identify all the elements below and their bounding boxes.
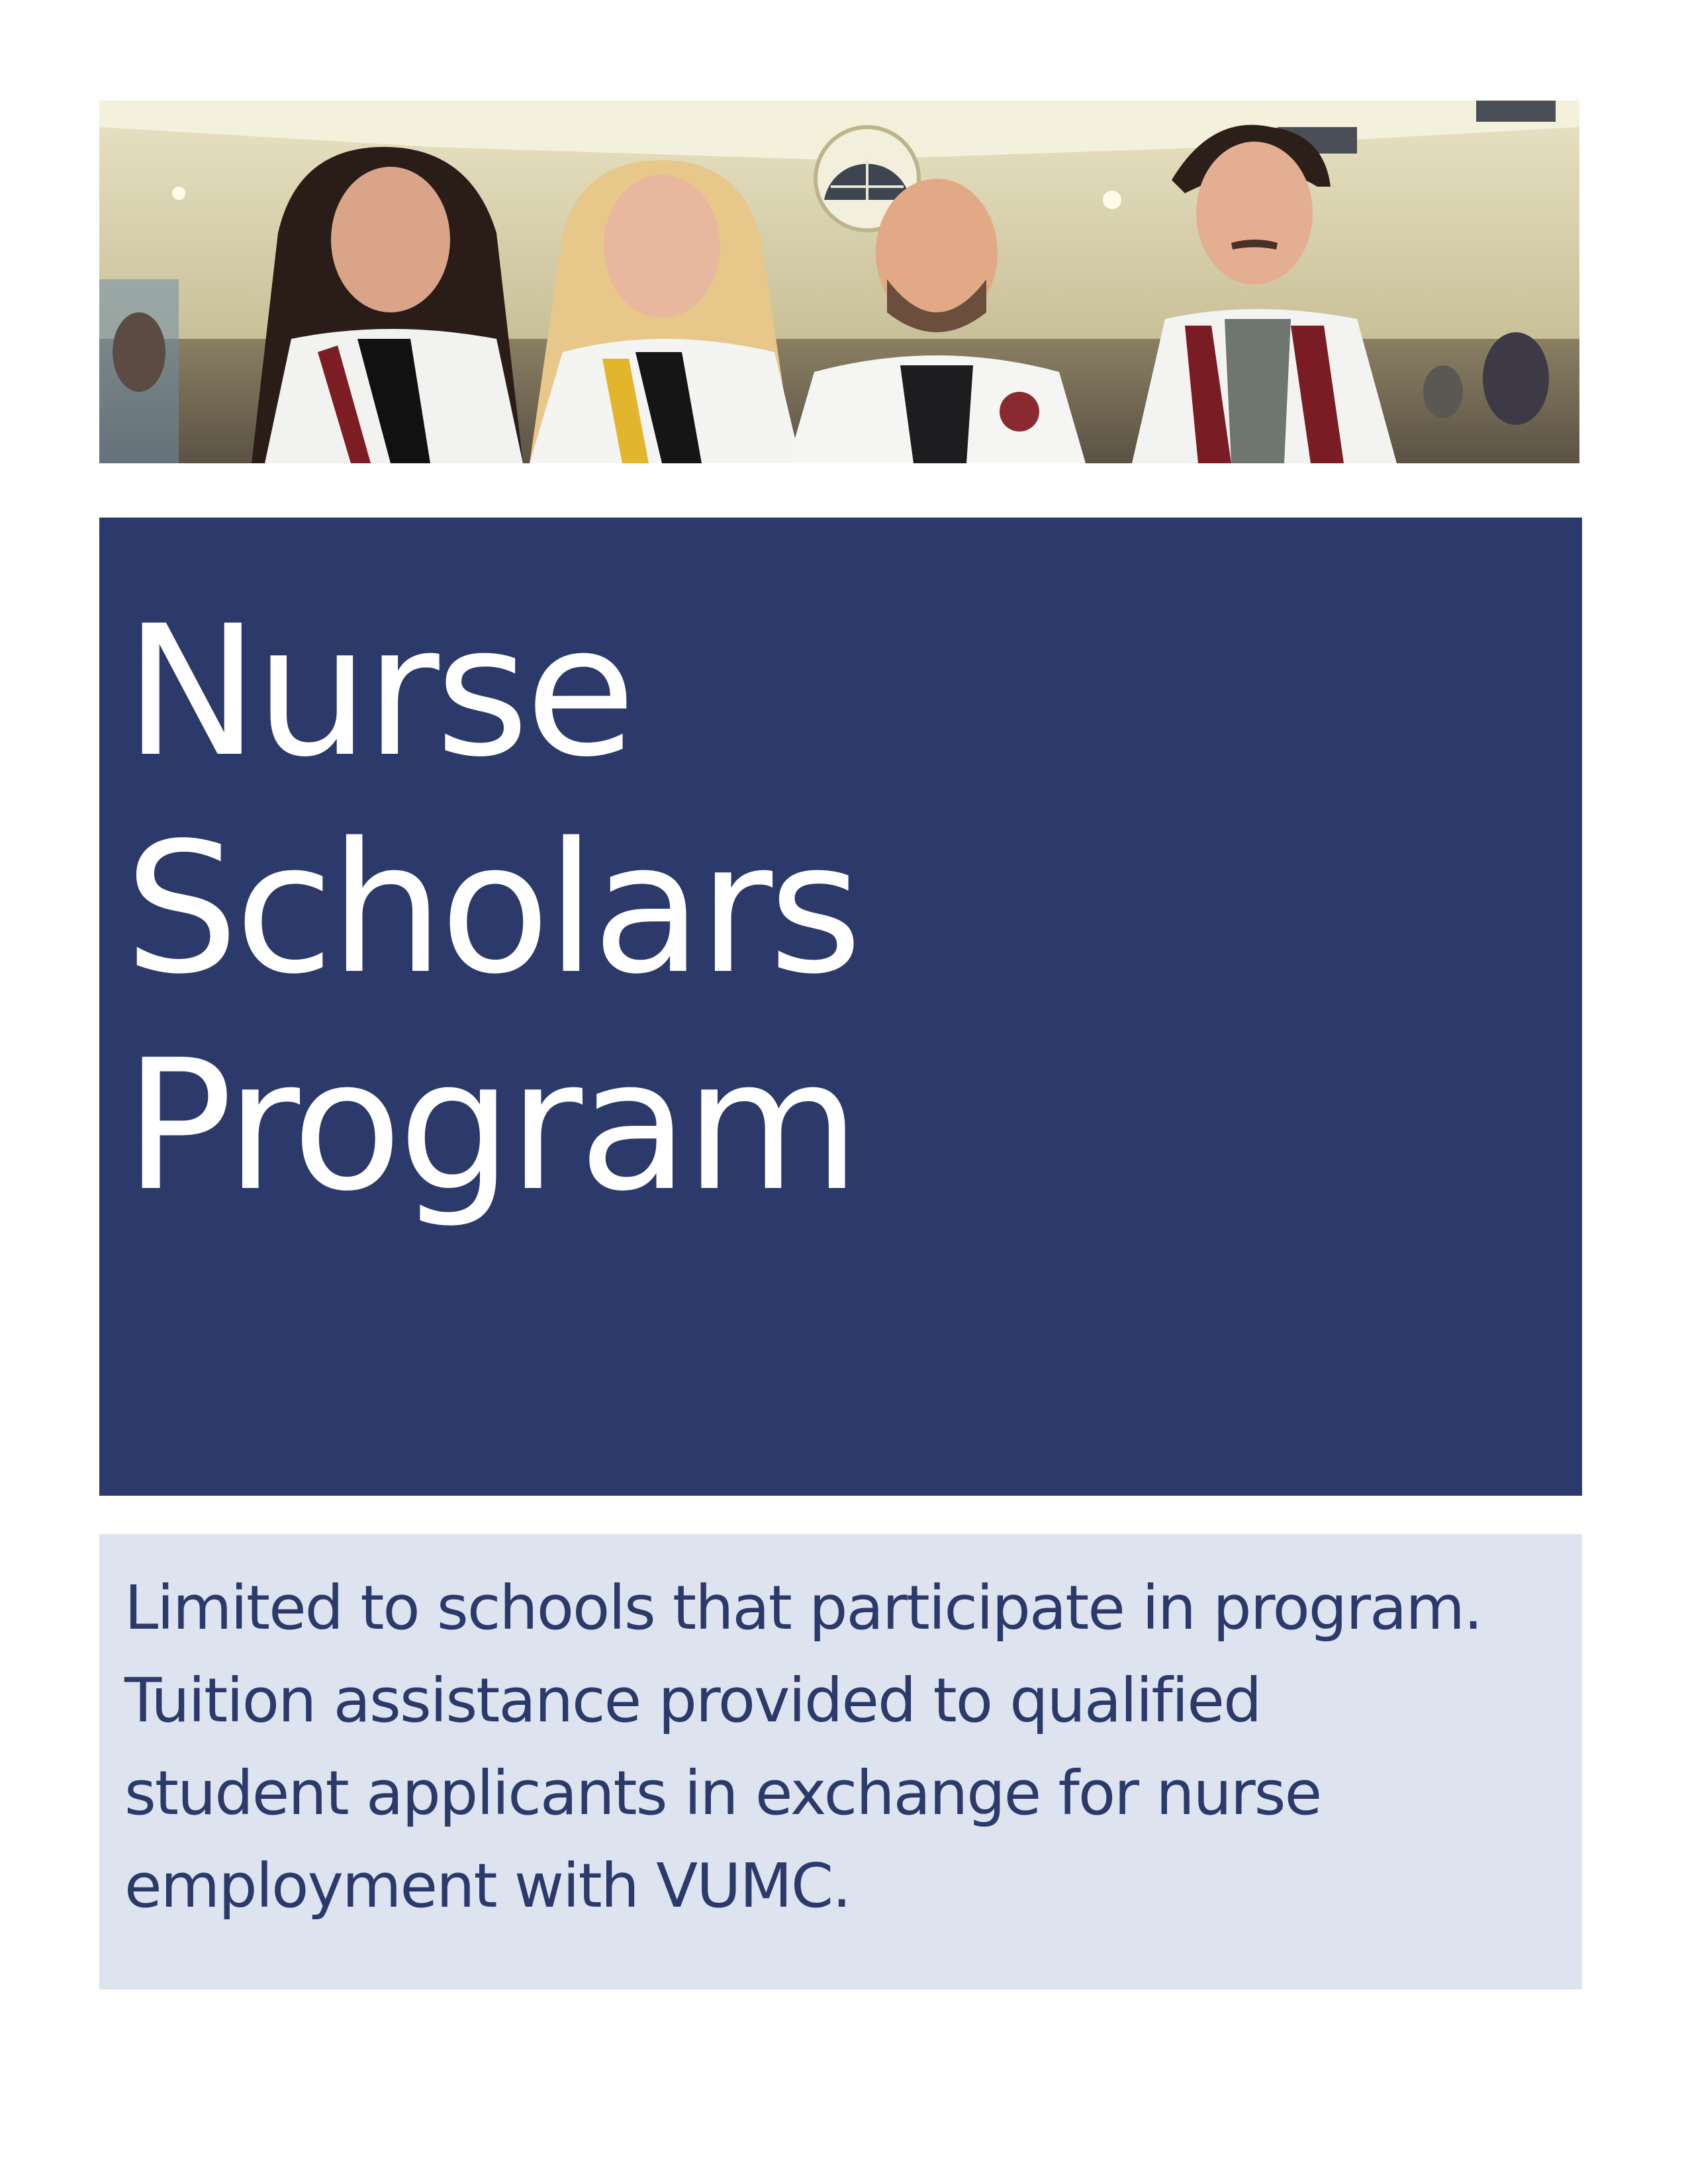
header-photo	[99, 101, 1579, 463]
info-line-4: employment with VUMC.	[124, 1850, 851, 1921]
info-line-3: student applicants in exchange for nurse	[124, 1758, 1321, 1829]
info-panel	[99, 1534, 1582, 1989]
info-line-2: Tuition assistance provided to qualified	[124, 1665, 1261, 1736]
info-text	[124, 1562, 1569, 1933]
title-line-2: Scholars	[124, 805, 859, 1014]
title-line-3: Program	[124, 1022, 857, 1231]
info-line-1: Limited to schools that participate in program.	[124, 1572, 1482, 1643]
page-title	[124, 584, 1582, 1235]
title-panel	[99, 518, 1582, 1496]
header-photo-illustration	[99, 101, 1579, 463]
title-line-1: Nurse	[124, 588, 632, 797]
